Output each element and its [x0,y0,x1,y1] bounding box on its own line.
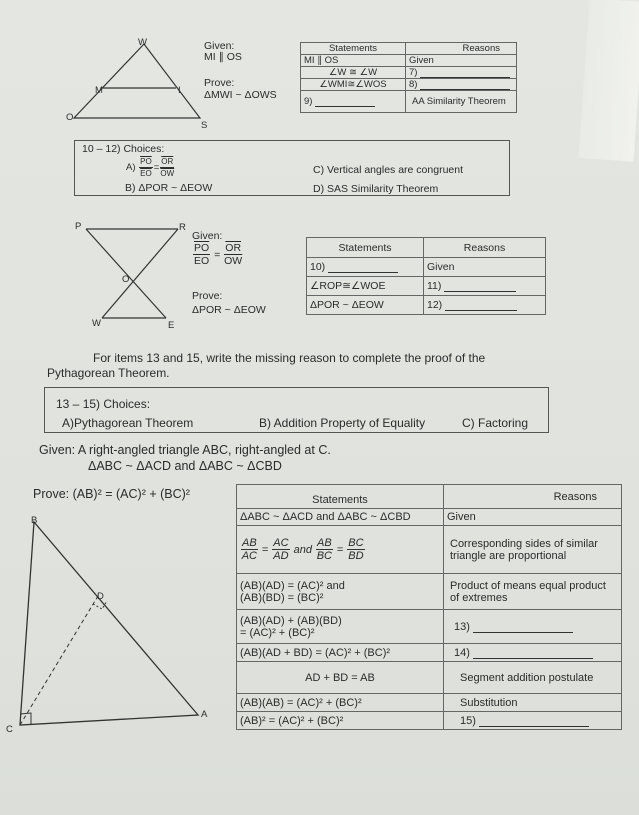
prove-label-2: Prove: [192,290,223,302]
vertex-label-r: R [179,222,186,233]
given-similarity-3: ΔABC ~ ΔACD and ΔABC ~ ΔCBD [88,459,282,473]
choice-c: C) Factoring [462,416,529,430]
vertex-label-s: S [201,120,208,131]
triangle-figure-1 [60,38,210,128]
answer-blank-9[interactable]: 9) [301,91,406,113]
statement-cell-proportion: $\frac{AB}{AC}$ = $\frac{AC}{AD}$ and $\frac{AB}{BC}$ = $\frac{BC}{BD}$ [237,526,444,574]
reasons-header: Reasons [424,238,546,258]
given-statement-1: MI ∥ OS [204,51,242,63]
vertex-label-a: A [201,709,208,720]
statements-header: Statements [237,485,444,509]
statement-cell: (AB)(AD) + (AB)(BD) = (AC)² + (BC)² [237,610,444,644]
statements-header: Statements [307,238,424,258]
statement-cell: ∠WMI≅∠WOS [301,79,406,91]
reasons-header: Reasons [444,485,622,509]
reason-cell: Corresponding sides of similar triangle are proportional [444,526,622,574]
prove-statement-3: Prove: (AB)² = (AC)² + (BC)² [33,487,190,501]
reasons-header: Reasons [406,43,517,55]
answer-blank-15[interactable]: 15) [444,712,622,730]
instructions-line-2: Pythagorean Theorem. [47,366,170,380]
choices-title: 10 – 12) Choices: [82,143,165,155]
statement-cell: (AB)(AB) = (AC)² + (BC)² [237,694,444,712]
statement-cell: AD + BD = AB [237,662,444,694]
vertex-label-o: O [66,112,74,123]
prove-label-1: Prove: [204,77,235,89]
proof-table-3 [236,484,622,730]
answer-blank-8[interactable]: 8) [406,79,517,91]
choice-a: A)Pythagorean Theorem [62,416,194,430]
statement-cell: ∠ROP≅∠WOE [307,277,424,296]
vertex-label-m: M [95,85,103,96]
vertex-label-d: D [97,591,104,602]
statement-cell: ΔABC ~ ΔACD and ΔABC ~ ΔCBD [237,509,444,526]
bowtie-figure-2 [80,225,185,325]
reason-cell: Given [424,258,546,277]
choice-b: B) Addition Property of Equality [259,416,426,430]
vertex-label-o: O [122,274,130,285]
reason-cell: AA Similarity Theorem [406,91,517,113]
vertex-label-w: W [138,37,147,48]
right-triangle-figure-3 [10,510,220,745]
prove-statement-2: ΔPOR ~ ΔEOW [192,304,266,316]
statement-cell: (AB)(AD) = (AC)² and (AB)(BD) = (BC)² [237,574,444,610]
given-statement-2: $\frac{\overline{PO}}{EO}$ = $\frac{\overline{OR}}{OW}$ [194,242,243,267]
vertex-label-i: I [178,85,181,96]
answer-blank-10[interactable]: 10) [307,258,424,277]
reason-cell: Given [406,55,517,67]
vertex-label-w: W [92,318,101,329]
statement-cell: ΔPOR ~ ΔEOW [307,296,424,315]
reason-cell: Given [444,509,622,526]
statement-cell: (AB)(AD + BD) = (AC)² + (BC)² [237,644,444,662]
choice-d: D) SAS Similarity Theorem [313,183,439,195]
answer-blank-12[interactable]: 12) [424,296,546,315]
adjacent-page-edge [578,0,639,162]
vertex-label-e: E [168,320,175,331]
choices-title: 13 – 15) Choices: [56,397,151,411]
reason-cell: Substitution [444,694,622,712]
given-label-1: Given: [204,40,235,52]
choice-b: B) ΔPOR ~ ΔEOW [125,182,213,194]
statement-cell: ∠W ≅ ∠W [301,67,406,79]
vertex-label-b: B [31,515,38,526]
given-label-2: Given: [192,230,223,242]
answer-blank-7[interactable]: 7) [406,67,517,79]
reason-cell: Segment addition postulate [444,662,622,694]
proof-table-2 [306,237,546,315]
answer-blank-11[interactable]: 11) [424,277,546,296]
instructions-line-1: For items 13 and 15, write the missing reason to complete the proof of the [93,351,486,365]
choice-a: A) $\frac{\overline{PO}}{EO}$ = $\frac{\overline{OR}}{OW}$ [126,157,175,178]
answer-blank-14[interactable]: 14) [444,644,622,662]
answer-blank-13[interactable]: 13) [444,610,622,644]
reason-cell: Product of means equal product of extremes [444,574,622,610]
choice-c: C) Vertical angles are congruent [313,164,463,176]
vertex-label-c: C [6,724,13,735]
given-statement-3: Given: A right-angled triangle ABC, right-angled at C. [39,443,331,457]
prove-statement-1: ΔMWI ~ ΔOWS [204,89,277,101]
statement-cell: (AB)² = (AC)² + (BC)² [237,712,444,730]
vertex-label-p: P [75,221,82,232]
statements-header: Statements [301,43,406,55]
proof-table-1 [300,42,517,113]
statement-cell: MI ∥ OS [301,55,406,67]
